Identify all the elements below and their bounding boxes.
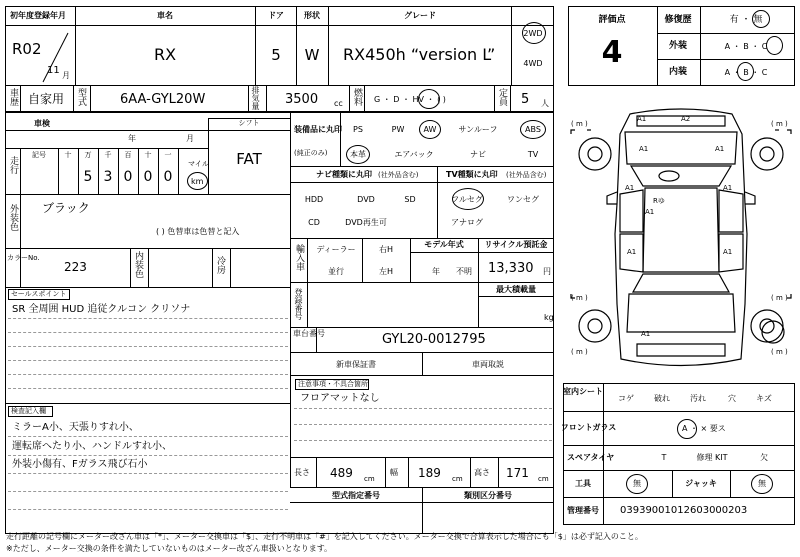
windshield-label: フロントガラス <box>560 423 617 432</box>
windshield-options: A ・ × 要ス <box>682 424 726 433</box>
exterior-c-circle <box>766 36 783 55</box>
import-right-h: 右H <box>378 245 394 254</box>
height-label: 高さ <box>474 468 490 477</box>
notes-text: フロアマットなし <box>300 393 380 404</box>
kg-unit: kg <box>544 313 554 322</box>
model-label: 型式 <box>76 88 86 106</box>
hv-circle <box>418 89 440 109</box>
notes-label: 注意事項・不具合箇所 <box>298 380 368 388</box>
tools-none-circle <box>626 474 648 494</box>
vehicle-use: 自家用 <box>28 92 65 106</box>
jack-label: ジャッキ <box>685 479 717 488</box>
navi-cd: CD <box>308 218 320 227</box>
import-dealer: ディーラー <box>316 245 356 254</box>
spare-kit: 修理 KIT <box>696 453 728 462</box>
fullseg-circle <box>452 188 484 210</box>
import-parallel: 並行 <box>328 267 344 276</box>
month-unit: 月 <box>62 71 70 80</box>
grade-value: RX450h “version L” <box>343 45 496 64</box>
record-label: 記号 <box>32 151 46 159</box>
digit-header-4: 百 <box>124 151 132 159</box>
interior-label: 内装 <box>668 67 688 77</box>
grade-label: グレード <box>404 11 436 20</box>
drive-4wd: 4WD <box>523 59 543 68</box>
displacement: 3500 <box>285 92 319 107</box>
sheet-opt-stain: 汚れ <box>690 394 706 403</box>
interior-color-label: 内装色 <box>133 251 143 278</box>
cc-unit: cc <box>334 99 343 108</box>
svg-text:A1: A1 <box>645 208 655 216</box>
import-left-h: 左H <box>378 267 394 276</box>
mileage-label: 走行 <box>8 156 18 174</box>
car-damage-diagram <box>565 104 797 380</box>
equipment-subtitle: (純正のみ) <box>294 149 328 157</box>
vehicle-history-label: 車歴 <box>8 88 18 106</box>
capacity: 5 <box>521 92 530 107</box>
inspector-line-2: 運転席へたり小、ハンドルすれ小、 <box>12 441 172 452</box>
svg-text:A1: A1 <box>723 248 733 256</box>
navi-title: ナビ種類に丸印 <box>316 170 372 179</box>
import-label: 輸入車 <box>294 244 304 271</box>
shape-label: 形状 <box>304 11 320 20</box>
repair-history-label: 修復歴 <box>664 15 692 25</box>
damage-marks <box>625 115 732 338</box>
length-label: 長さ <box>294 468 310 477</box>
svg-text:Rゆ: Rゆ <box>653 197 665 205</box>
inspector-line-1: ミラーA小、天張りすれ小、 <box>12 422 139 433</box>
leather-circle <box>346 145 370 164</box>
navi-sd: SD <box>404 195 416 204</box>
mileage-digit: 0 <box>163 169 173 185</box>
reg-year-label: 初年度登録年月 <box>10 11 66 20</box>
manual-label: 車両取説 <box>472 360 504 369</box>
mgmt-label: 管理番号 <box>567 506 599 515</box>
car-name-label: 車名 <box>157 11 173 20</box>
displacement-label: 排気量 <box>251 86 260 110</box>
spare-label: スペアタイヤ <box>567 453 615 462</box>
km-label: km <box>191 177 204 186</box>
digit-header-5: 十 <box>144 151 152 159</box>
repair-none-circle <box>752 10 770 28</box>
height-unit: cm <box>538 475 549 483</box>
svg-text:( m ): ( m ) <box>571 120 588 128</box>
svg-text:A1: A1 <box>641 330 651 338</box>
navi-sub: (社外品含む) <box>378 171 419 179</box>
mileage-digit: 0 <box>123 169 133 185</box>
equip-aw: AW <box>423 125 437 134</box>
reg-era: R02 <box>12 40 42 58</box>
fuel-label: 燃料 <box>352 88 362 106</box>
length-unit: cm <box>364 475 375 483</box>
equip-tv: TV <box>527 150 539 159</box>
sheet-opt-tear: 破れ <box>654 394 670 403</box>
door-count: 5 <box>271 46 281 64</box>
score-value: 4 <box>601 35 623 70</box>
digit-header-6: 一 <box>164 151 172 159</box>
interior-b-circle <box>737 62 754 81</box>
width-unit: cm <box>452 475 463 483</box>
abs-circle <box>520 120 546 139</box>
chassis-label: 車台番号 <box>293 329 325 338</box>
mgmt-value: 039390010126030002​03 <box>620 505 748 516</box>
spare-none: 欠 <box>760 453 768 462</box>
tv-oneseg: ワンセグ <box>507 195 539 204</box>
inspector-line-3: 外装小傷有、Fガラス飛び石小 <box>12 459 148 470</box>
interior-options: A ・ B ・ C <box>724 68 768 77</box>
shift-value: FAT <box>236 150 262 168</box>
digit-header-1: 十 <box>64 151 72 159</box>
equip-ps: PS <box>353 125 363 134</box>
aircon-label: 冷房 <box>215 256 225 274</box>
jack-none-circle <box>751 474 773 494</box>
inspector-label: 検査記入欄 <box>11 407 46 415</box>
equip-airbag: エアバック <box>394 150 434 159</box>
width-value: 189 <box>418 466 441 480</box>
recycle-label: リサイクル預託金 <box>484 240 548 249</box>
model-code: 6AA-GYL20W <box>120 92 206 107</box>
equip-pw: PW <box>391 125 405 134</box>
svg-text:A1: A1 <box>625 184 635 192</box>
score-label: 評価点 <box>598 15 626 25</box>
svg-text:A1: A1 <box>723 184 733 192</box>
shaken-month-label: 月 <box>186 134 194 143</box>
width-label: 幅 <box>390 468 398 477</box>
footer-line-1: 走行距離の記号欄にメーター改ざん車は「*」、メーター交換車は「$」、走行不明車は「#」を記入してください。メーター交換で合算表示した場合にも「$」は必ず記入のこと。 <box>6 532 643 541</box>
sheet-opt-burn: コゲ <box>618 394 634 403</box>
sheet-opt-hole: 穴 <box>728 394 736 403</box>
svg-text:A1: A1 <box>639 145 649 153</box>
2wd-circle <box>522 22 546 44</box>
tv-sub: (社外品含む) <box>506 171 547 179</box>
jack-value: 無 <box>758 479 766 488</box>
tv-fullseg: フルセグ <box>451 195 483 204</box>
equip-abs: ABS <box>525 125 541 134</box>
height-value: 171 <box>506 466 529 480</box>
tools-value: 無 <box>633 479 641 488</box>
sales-text: SR 全周囲 HUD 追従クルコン クリソナ <box>12 304 191 315</box>
navi-dvd: DVD <box>357 195 375 204</box>
svg-text:( m ): ( m ) <box>571 348 588 356</box>
windshield-a-circle <box>677 419 697 439</box>
svg-text:( m ): ( m ) <box>771 120 788 128</box>
max-load-label: 最大積載量 <box>496 285 536 294</box>
equip-leather: 本革 <box>350 150 366 159</box>
reg-month: 11 <box>47 65 60 76</box>
warranty-label: 新車保証書 <box>336 360 376 369</box>
shift-label: シフト <box>238 119 260 127</box>
svg-text:( m ): ( m ) <box>571 294 588 302</box>
digit-header-2: 万 <box>84 151 92 159</box>
capacity-label: 定員 <box>497 88 507 106</box>
length-value: 489 <box>330 466 353 480</box>
color-no: 223 <box>64 260 87 274</box>
km-circle <box>187 172 208 190</box>
navi-dvd-play: DVD再生可 <box>345 218 387 227</box>
svg-text:( m ): ( m ) <box>771 348 788 356</box>
equipment-title: 装備品に丸印 <box>294 125 342 134</box>
mileage-digit: 3 <box>103 169 113 185</box>
exterior-label: 外装 <box>668 41 688 51</box>
mile-label: マイル <box>188 160 209 168</box>
sales-label: セールスポイント <box>11 290 67 298</box>
type-no-label: 型式指定番号 <box>332 491 380 500</box>
interior-sheet-label: 室内シート <box>563 387 603 396</box>
color-label: 外装色 <box>8 204 18 231</box>
spare-t: T <box>661 453 667 462</box>
equip-navi: ナビ <box>470 150 486 159</box>
svg-text:( m ): ( m ) <box>771 294 788 302</box>
svg-text:A1: A1 <box>637 115 647 123</box>
tools-label: 工具 <box>575 479 591 488</box>
model-year-label: モデル年式 <box>424 240 464 249</box>
color-value: ブラック <box>42 201 90 215</box>
footer-line-2: ※ただし、メーター交換の条件を満たしていないものはメーター改ざん車扱いとなります。 <box>6 544 333 553</box>
equip-sunroof: サンルーフ <box>458 125 498 134</box>
class-no-label: 類別区分番号 <box>464 491 512 500</box>
repair-options: 有 ・ 無 <box>729 15 763 25</box>
mileage-digit: 5 <box>83 169 93 185</box>
color-no-label: カラーNo. <box>7 254 40 262</box>
digit-header-3: 千 <box>104 151 112 159</box>
navi-hdd: HDD <box>304 195 324 204</box>
person-unit: 人 <box>541 99 549 108</box>
fuel-options: G ・ D ・ HV ・ ( ) <box>374 95 446 104</box>
yen-unit: 円 <box>543 267 551 276</box>
body-shape: W <box>304 46 320 64</box>
car-name: RX <box>153 45 177 64</box>
drive-2wd: 2WD <box>523 29 543 38</box>
exterior-options: A ・ B ・ C <box>724 42 768 51</box>
mileage-digit: 0 <box>143 169 153 185</box>
svg-text:A1: A1 <box>627 248 637 256</box>
shaken-year-label: 年 <box>128 134 136 143</box>
tv-title: TV種類に丸印 <box>446 170 498 179</box>
aw-circle <box>419 120 441 139</box>
model-year-unit: 年 <box>432 267 440 276</box>
door-label: ドア <box>268 11 284 20</box>
svg-text:A1: A1 <box>715 145 725 153</box>
shaken-label: 車検 <box>34 119 50 128</box>
recycle-value: 13,330 <box>488 261 534 276</box>
reg-no-label: 登録番号 <box>294 288 303 320</box>
svg-text:A2: A2 <box>681 115 691 123</box>
tv-analog: アナログ <box>451 218 483 227</box>
repaint-note: ( ) 色替車は色替と記入 <box>156 227 240 236</box>
model-year-unknown: 不明 <box>456 267 472 276</box>
chassis-value: GYL20-0012795 <box>382 332 486 347</box>
sheet-opt-scratch: キズ <box>756 394 772 403</box>
